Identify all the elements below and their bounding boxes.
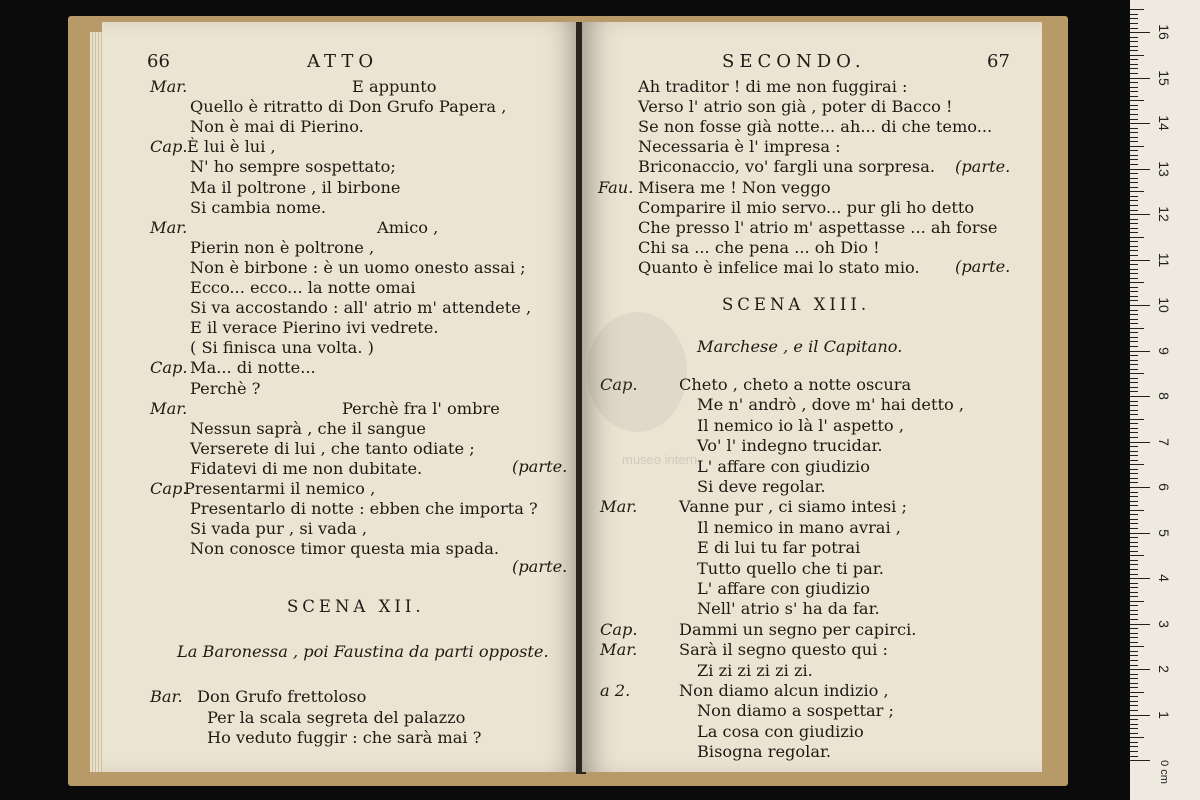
verse-line: Perchè fra l' ombre — [342, 398, 500, 418]
ruler-tick — [1130, 310, 1138, 311]
verse-line: Pierin non è poltrone , — [190, 237, 375, 257]
ruler-tick — [1130, 146, 1144, 147]
stage-direction-parte: (parte. — [512, 457, 568, 476]
ruler-tick — [1130, 82, 1138, 83]
ruler-tick — [1130, 651, 1138, 652]
ruler-tick — [1130, 432, 1138, 433]
ruler-tick — [1130, 273, 1138, 274]
ruler-tick — [1130, 391, 1138, 392]
ruler-tick — [1130, 587, 1138, 588]
ruler-tick — [1130, 100, 1144, 101]
ruler-tick — [1130, 655, 1138, 656]
ruler-number: 12 — [1156, 206, 1172, 222]
ruler-tick — [1130, 423, 1138, 424]
ruler-tick — [1130, 55, 1144, 56]
verse-line: La cosa con giudizio — [697, 721, 864, 741]
speaker-label: Bar. — [150, 687, 183, 706]
page-number-right: 67 — [987, 51, 1010, 72]
verse-line: Tutto quello che ti par. — [697, 558, 884, 578]
ruler-tick — [1130, 551, 1138, 552]
speaker-label: Cap. — [600, 375, 638, 394]
ruler-tick — [1130, 746, 1138, 747]
ruler-number: 16 — [1156, 24, 1172, 40]
verse-line: Me n' andrò , dove m' hai detto , — [697, 395, 964, 415]
ruler-tick — [1130, 633, 1138, 634]
ruler-tick — [1130, 592, 1138, 593]
ruler-tick — [1130, 173, 1138, 174]
ruler-number: 13 — [1156, 160, 1172, 177]
ruler-tick — [1130, 637, 1138, 638]
ruler-tick — [1130, 660, 1138, 661]
ruler-tick — [1130, 73, 1138, 74]
ruler-tick — [1130, 578, 1150, 579]
ruler-tick — [1130, 314, 1138, 315]
verse-line: Sarà il segno questo qui : — [679, 640, 888, 660]
ruler-tick — [1130, 241, 1138, 242]
verse-line: Briconaccio, vo' fargli una sorpresa. — [638, 157, 935, 177]
ruler-tick — [1130, 760, 1150, 761]
ruler-number: 4 — [1156, 574, 1172, 582]
verse-line: Presentarlo di notte : ebben che importa ? — [190, 499, 538, 519]
ruler-tick — [1130, 410, 1138, 411]
ruler-tick — [1130, 687, 1138, 688]
ruler-number: 6 — [1156, 483, 1172, 491]
verse-line: Chi sa ... che pena ... oh Dio ! — [638, 237, 880, 257]
ruler-tick — [1130, 210, 1138, 211]
ruler-tick — [1130, 305, 1150, 306]
verse-line: Non è birbone : è un uomo onesto assai ; — [190, 257, 526, 277]
verse-line: Misera me ! Non veggo — [638, 177, 831, 197]
ruler-unit-label: 0 cm — [1157, 760, 1170, 784]
ruler-tick — [1130, 169, 1150, 170]
running-head-left: ATTO — [307, 51, 379, 72]
verse-line: Ma... di notte... — [190, 358, 316, 378]
measuring-ruler — [1130, 0, 1200, 800]
ruler-tick — [1130, 9, 1144, 10]
verse-line: Se non fosse già notte... ah... di che temo... — [638, 117, 993, 137]
verse-line: Cheto , cheto a notte oscura — [679, 375, 912, 394]
ruler-tick — [1130, 442, 1150, 443]
ruler-tick — [1130, 23, 1138, 24]
ruler-tick — [1130, 533, 1150, 534]
speaker-label: Cap. — [150, 137, 188, 157]
stage-direction-parte: (parte. — [955, 157, 1011, 176]
ruler-tick — [1130, 510, 1144, 511]
ruler-tick — [1130, 451, 1138, 452]
verse-line: Amico , — [377, 217, 439, 237]
ruler-tick — [1130, 624, 1150, 625]
verse-line: Ah traditor ! di me non fuggirai : — [638, 77, 908, 96]
speaker-label: Mar. — [150, 398, 188, 418]
ruler-tick — [1130, 492, 1138, 493]
ruler-number: 15 — [1156, 69, 1172, 86]
ruler-tick — [1130, 523, 1138, 524]
ruler-tick — [1130, 105, 1138, 106]
verse-line: Bisogna regolar. — [697, 742, 832, 762]
ruler-tick — [1130, 219, 1138, 220]
verse-line: Ma il poltrone , il birbone — [190, 177, 401, 197]
ruler-tick — [1130, 287, 1138, 288]
ruler-tick — [1130, 159, 1138, 160]
ruler-tick — [1130, 109, 1138, 110]
ruler-tick — [1130, 346, 1138, 347]
verse-line: Si deve regolar. — [697, 477, 826, 496]
verse-line: Don Grufo frettoloso — [197, 687, 367, 706]
verse-line: Il nemico io là l' aspetto , — [697, 415, 904, 435]
verse-line: Non è mai di Pierino. — [190, 117, 364, 137]
speaker-label: Mar. — [600, 640, 638, 660]
ruler-tick — [1130, 319, 1138, 320]
ruler-tick — [1130, 642, 1138, 643]
ruler-tick — [1130, 296, 1138, 297]
ruler-tick — [1130, 542, 1138, 543]
ruler-number: 3 — [1156, 619, 1172, 628]
speaker-label: Cap. — [150, 358, 188, 378]
ruler-tick — [1130, 91, 1138, 92]
ruler-number: 2 — [1156, 665, 1172, 673]
ruler-tick — [1130, 692, 1144, 693]
ruler-tick — [1130, 18, 1138, 19]
verse-line: Non diamo a sospettar ; — [697, 701, 895, 721]
ruler-tick — [1130, 182, 1138, 183]
ruler-tick — [1130, 223, 1138, 224]
speaker-label: Mar. — [150, 217, 188, 237]
ruler-tick — [1130, 401, 1138, 402]
ruler-tick — [1130, 291, 1138, 292]
verse-line: Ho veduto fuggir : che sarà mai ? — [207, 728, 482, 747]
ruler-tick — [1130, 583, 1138, 584]
ruler-tick — [1130, 419, 1144, 420]
verse-line: Comparire il mio servo... pur gli ho detto — [638, 197, 975, 217]
verse-line: ( Si finisca una volta. ) — [190, 338, 374, 358]
ruler-tick — [1130, 155, 1138, 156]
ruler-tick — [1130, 96, 1138, 97]
ruler-tick — [1130, 719, 1138, 720]
verse-line: Necessaria è l' impresa : — [638, 137, 841, 157]
ruler-tick — [1130, 528, 1138, 529]
ruler-tick — [1130, 78, 1150, 79]
ruler-tick — [1130, 332, 1138, 333]
verse-line: Si va accostando : all' atrio m' attendete , — [190, 298, 532, 318]
open-book — [82, 22, 1057, 782]
ruler-tick — [1130, 164, 1138, 165]
ruler-tick — [1130, 715, 1150, 716]
verse-line: Non diamo alcun indizio , — [679, 681, 889, 700]
ruler-tick — [1130, 355, 1138, 356]
ruler-tick — [1130, 214, 1150, 215]
scene-title-right: SCENA XIII. — [722, 295, 871, 314]
verse-line: Quello è ritratto di Don Grufo Papera , — [190, 97, 507, 117]
ruler-tick — [1130, 460, 1138, 461]
ruler-tick — [1130, 505, 1138, 506]
ruler-tick — [1130, 469, 1138, 470]
verse-line: Fidatevi di me non dubitate. — [190, 458, 423, 478]
speaker-label: a 2. — [600, 681, 631, 700]
verse-line: Nell' atrio s' ha da far. — [697, 599, 880, 619]
ruler-tick — [1130, 382, 1138, 383]
ruler-tick — [1130, 428, 1138, 429]
ruler-tick — [1130, 619, 1138, 620]
ruler-tick — [1130, 250, 1138, 251]
ruler-number: 9 — [1156, 346, 1172, 355]
verse-line: Si vada pur , si vada , — [190, 519, 368, 539]
ruler-tick — [1130, 737, 1144, 738]
ruler-tick — [1130, 665, 1138, 666]
ruler-tick — [1130, 601, 1144, 602]
ruler-tick — [1130, 32, 1150, 33]
ruler-tick — [1130, 751, 1138, 752]
scene-title-left: SCENA XII. — [287, 597, 425, 616]
ruler-number: 14 — [1156, 115, 1172, 131]
ruler-tick — [1130, 378, 1138, 379]
verse-line: E appunto — [352, 77, 437, 96]
ruler-tick — [1130, 701, 1138, 702]
ruler-tick — [1130, 237, 1144, 238]
ruler-tick — [1130, 696, 1138, 697]
verse-line: Dammi un segno per capirci. — [679, 619, 917, 639]
verse-line: Vanne pur , ci siamo intesi ; — [679, 497, 907, 517]
ruler-tick — [1130, 123, 1150, 124]
ruler-tick — [1130, 328, 1144, 329]
ruler-tick — [1130, 128, 1138, 129]
verse-line: E di lui tu far potrai — [697, 538, 861, 558]
left-page — [102, 22, 580, 772]
ruler-tick — [1130, 246, 1138, 247]
verse-line: Il nemico in mano avrai , — [697, 517, 901, 537]
ruler-tick — [1130, 487, 1150, 488]
ruler-tick — [1130, 264, 1138, 265]
ruler-number: 10 — [1156, 297, 1172, 313]
ruler-tick — [1130, 496, 1138, 497]
ruler-tick — [1130, 114, 1138, 115]
ruler-tick — [1130, 678, 1138, 679]
verse-line: N' ho sempre sospettato; — [190, 157, 396, 177]
library-stamp — [587, 312, 687, 432]
speaker-label: Cap. — [600, 619, 638, 639]
verse-line: Presentarmi il nemico , — [184, 479, 376, 498]
verse-line: E il verace Pierino ivi vedrete. — [190, 318, 439, 338]
speaker-label: Fau. — [598, 177, 634, 197]
ruler-tick — [1130, 337, 1138, 338]
ruler-number: 7 — [1156, 437, 1172, 446]
verse-line: Quanto è infelice mai lo stato mio. — [638, 257, 920, 277]
ruler-tick — [1130, 282, 1144, 283]
ruler-tick — [1130, 614, 1138, 615]
ruler-tick — [1130, 546, 1138, 547]
ruler-tick — [1130, 360, 1138, 361]
ruler-tick — [1130, 178, 1138, 179]
ruler-tick — [1130, 14, 1138, 15]
ruler-tick — [1130, 141, 1138, 142]
ruler-tick — [1130, 68, 1138, 69]
ruler-tick — [1130, 300, 1138, 301]
ruler-tick — [1130, 455, 1138, 456]
ruler-tick — [1130, 59, 1138, 60]
ruler-tick — [1130, 756, 1138, 757]
ruler-tick — [1130, 196, 1138, 197]
verse-line: È lui è lui , — [187, 137, 276, 157]
library-stamp-text: museo intern — [622, 452, 698, 467]
speaker-label: Cap. — [150, 479, 188, 498]
ruler-tick — [1130, 569, 1138, 570]
ruler-tick — [1130, 278, 1138, 279]
verse-line: Non conosce timor questa mia spada. — [190, 539, 500, 559]
ruler-tick — [1130, 605, 1138, 606]
verse-line: Verso l' atrio son già , poter di Bacco ! — [638, 97, 953, 117]
ruler-tick — [1130, 742, 1138, 743]
ruler-tick — [1130, 437, 1138, 438]
ruler-tick — [1130, 351, 1150, 352]
speaker-label: Mar. — [600, 497, 638, 517]
ruler-tick — [1130, 514, 1138, 515]
verse-line: Per la scala segreta del palazzo — [207, 707, 466, 727]
ruler-tick — [1130, 373, 1144, 374]
ruler-number: 5 — [1156, 528, 1172, 537]
ruler-tick — [1130, 28, 1138, 29]
ruler-number: 1 — [1156, 710, 1172, 719]
ruler-tick — [1130, 674, 1138, 675]
ruler-tick — [1130, 50, 1138, 51]
ruler-tick — [1130, 464, 1144, 465]
ruler-tick — [1130, 37, 1138, 38]
ruler-tick — [1130, 473, 1138, 474]
ruler-tick — [1130, 269, 1138, 270]
page-number-left: 66 — [147, 51, 170, 72]
ruler-tick — [1130, 669, 1150, 670]
ruler-tick — [1130, 228, 1138, 229]
verse-line: Si cambia nome. — [190, 197, 327, 217]
ruler-tick — [1130, 260, 1150, 261]
scene-description-left: La Baronessa , poi Faustina da parti opposte. — [177, 642, 549, 661]
ruler-tick — [1130, 646, 1144, 647]
ruler-tick — [1130, 501, 1138, 502]
verse-line: Verserete di lui , che tanto odiate ; — [190, 438, 475, 458]
scene-description-right: Marchese , e il Capitano. — [697, 337, 903, 356]
ruler-tick — [1130, 628, 1138, 629]
ruler-tick — [1130, 596, 1138, 597]
ruler-tick — [1130, 610, 1138, 611]
verse-line: Zi zi zi zi zi zi. — [697, 660, 813, 680]
ruler-number: 11 — [1156, 252, 1172, 267]
ruler-tick — [1130, 205, 1138, 206]
verse-line: Perchè ? — [190, 378, 261, 398]
ruler-tick — [1130, 364, 1138, 365]
ruler-tick — [1130, 705, 1138, 706]
ruler-tick — [1130, 728, 1138, 729]
verse-line: L' affare con giudizio — [697, 456, 870, 476]
verse-line: Nessun saprà , che il sangue — [190, 418, 426, 438]
ruler-tick — [1130, 405, 1138, 406]
ruler-tick — [1130, 560, 1138, 561]
ruler-tick — [1130, 414, 1138, 415]
ruler-tick — [1130, 482, 1138, 483]
ruler-tick — [1130, 387, 1138, 388]
ruler-tick — [1130, 724, 1138, 725]
ruler-tick — [1130, 478, 1138, 479]
ruler-tick — [1130, 564, 1138, 565]
verse-line: Vo' l' indegno trucidar. — [697, 436, 883, 456]
ruler-tick — [1130, 46, 1138, 47]
ruler-tick — [1130, 446, 1138, 447]
ruler-tick — [1130, 41, 1138, 42]
ruler-tick — [1130, 341, 1138, 342]
ruler-tick — [1130, 537, 1138, 538]
ruler-tick — [1130, 132, 1138, 133]
ruler-tick — [1130, 396, 1150, 397]
ruler-tick — [1130, 574, 1138, 575]
ruler-tick — [1130, 232, 1138, 233]
ruler-tick — [1130, 255, 1138, 256]
ruler-tick — [1130, 733, 1138, 734]
stage-direction-parte: (parte. — [955, 257, 1011, 276]
ruler-tick — [1130, 119, 1138, 120]
ruler-tick — [1130, 137, 1138, 138]
ruler-tick — [1130, 87, 1138, 88]
ruler-tick — [1130, 64, 1138, 65]
ruler-tick — [1130, 191, 1144, 192]
stage-direction-parte: (parte. — [512, 557, 568, 576]
verse-line: Ecco... ecco... la notte omai — [190, 278, 416, 297]
ruler-tick — [1130, 187, 1138, 188]
ruler-tick — [1130, 710, 1138, 711]
speaker-label: Mar. — [150, 77, 188, 96]
running-head-right: SECONDO. — [722, 51, 866, 72]
ruler-tick — [1130, 369, 1138, 370]
ruler-tick — [1130, 683, 1138, 684]
verse-line: L' affare con giudizio — [697, 579, 870, 598]
verse-line: Che presso l' atrio m' aspettasse ... ah forse — [638, 217, 998, 237]
ruler-tick — [1130, 555, 1144, 556]
ruler-tick — [1130, 200, 1138, 201]
ruler-tick — [1130, 150, 1138, 151]
ruler-tick — [1130, 323, 1138, 324]
ruler-tick — [1130, 519, 1138, 520]
ruler-number: 8 — [1156, 392, 1172, 400]
